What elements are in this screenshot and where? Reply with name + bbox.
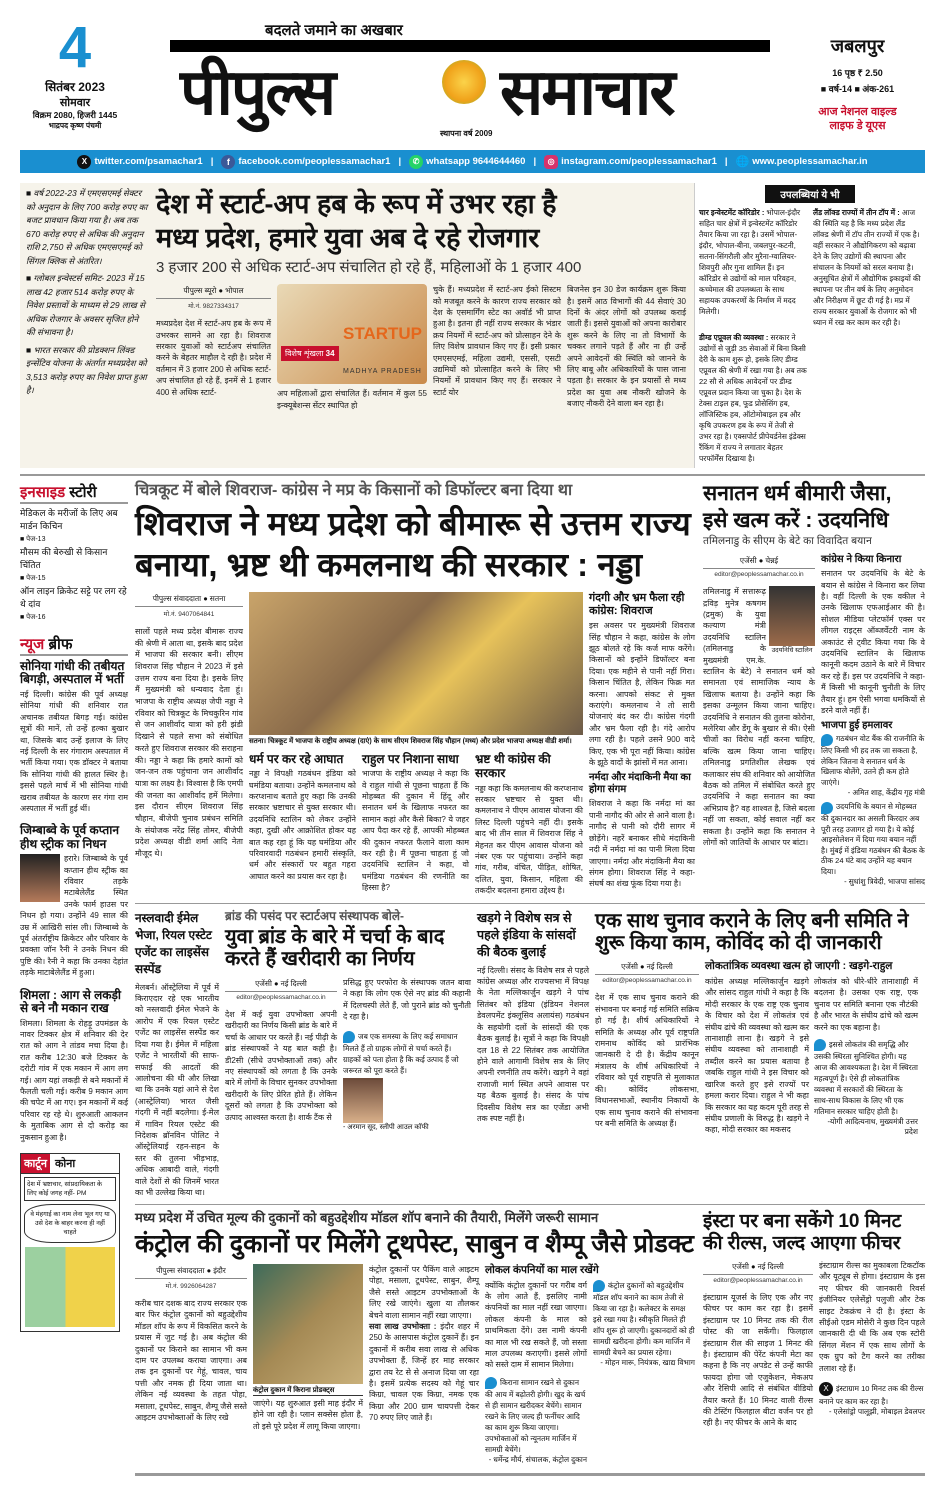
cartoon-corner: [20, 1153, 120, 1332]
brief-black: ब्रीफ: [48, 636, 73, 653]
section-title: लोकल कंपनियों का माल रखेंगे: [485, 1263, 599, 1276]
section-title: सवा लाख उपभोक्ता :: [369, 1321, 437, 1331]
section-title: नर्मदा और मंदाकिनी मैया का होगा संगम: [589, 772, 691, 796]
series-badge: [281, 346, 339, 361]
lead-body: सालों पहले मध्य प्रदेश बीमारू राज्य की श्रेणी में आता था, इसके बाद प्रदेश में भाजपा की सरकार बनी। सीएम शिवराज सिंह चौहान ने 2023 में इसे उत्तम राज्य बना दिया है। इसके लिए मैं मुख्यमंत्री को धन्यवाद देता हूं। भाजपा के राष्ट्रीय अध्यक्ष जेपी नड्डा ने रविवार को चित्रकूट के मिचकुरिन गांव से जन आशीर्वाद यात्रा को हरी झंडी दिखाने से पहले सभा को संबोधित करते हुए शिवराज सरकार की सराहना की। नड्डा ने कहा कि हमारे कामों को जन-जन तक पहुंचाना जन आशीर्वाद यात्रा का लक्ष्य है। विश्वास है कि एमपी की जनता का आशीर्वाद हमें मिलेगा। इस दौरान सीएम शिवराज सिंह चौहान, बीजेपी चुनाव प्रबंधन समिति के संयोजक नरेंद्र सिंह तोमर, बीजेपी प्रदेश अध्यक्ष वीडी शर्मा आदि नेता मौजूद थे।: [135, 626, 244, 859]
quote-icon: [343, 1031, 355, 1043]
top-bullets: [20, 183, 148, 468]
section-text: नड्डा कहा कि कमलनाथ की करप्शनाथ सरकार भ्रष्टचार से युक्त थी। कमलनाथ ने पीएम आवास योजना की लिस्ट दिल्ली पहुंचने नहीं दी। इसके बाद भी तीन साल में शिवराज सिंह ने मेहनत कर पीएम आवास योजना को नंबर एक पर पहुंचाया। उन्होंने कहा गांव, गरीब, वंचित, पीड़ित, शोषित, दलित, युवा, किसान, महिला की तकदीर बदलना हमारा उद्देश्य है।: [475, 783, 583, 896]
heath-streak-photo: [20, 854, 60, 902]
brief-body: हरारे। जिम्बाब्वे के पूर्व कप्तान हीथ स्ट्रीक का रविवार तड़के मटाबेलेलैंड स्थित उनके फार्म हाउस पर निधन हो गया। उन्होंने 49 साल की उम्र में आखिरी सांस ली। जिम्बाब्वे के पूर्व अंतर्राष्ट्रीय क्रिकेटर और परिवार के प्रवक्ता जॉन रैनी ने उनके निधन की पुष्टि की। रैनी ने कहा कि उनका देहांत तड़के माटाबेलेलैंड में हुआ।: [20, 854, 128, 978]
sanatan-headline-2: इसे खत्म करें : उदयनिधि: [703, 508, 889, 532]
section-text: इंदौर शहर में 250 के आसपास कंट्रोल दुकानें हैं। इन दुकानों में करीब सवा लाख से अधिक उपभोक्ता हैं, जिन्हें हर माह सरकार द्वारा तय रेट से से अनाज दिया जा रहा है। इसमें प्रत्येक सदस्य को गेहूं चार किग्रा, चावल एक किग्रा, नमक एक किग्रा और 200 ग्राम चायपत्ती देकर 70 रुपए लिए जाते हैं।: [369, 1321, 479, 1423]
brand-col2: प्रसिद्ध हुए परफोरा के संस्थापक जतन बावा ने कहा कि लोग एक ऐसे नए ब्रांड की कहानी में दिलचस्पी लेते हैं, जो पुराने ब्रांड को चुनौती दे रहा है।: [343, 977, 471, 1022]
phone: मो.नं. 9407064841: [163, 610, 215, 618]
achievement-text: आज की स्थिति यह है कि मध्य प्रदेश लैंड लॉक्ड श्रेणी में टॉप तीन राज्यों में एक है। वहीं सरकार ने औद्योगिकरण को बढ़ावा देने के लिए उद्योगों की स्थापना और संचालन के नियमों को सरल बनाया है। अनुसूचित क्षेत्रों में औद्योगिक इकाइयों की स्थापना पर तीन वर्ष के लिए अनुमोदन और निरीक्षण में छूट दी गई है। मप्र में राज्य सरकार युवाओं के रोजगार को भी ध्यान में रख कर काम कर रही है।: [813, 208, 921, 327]
ration-col2: जाएंगे। यह शुरुआत इसी माह इंदौर में होने जा रही है। प्लान सक्सेस होता है, तो इसे पूरे प्रदेश में लागू किया जाएगा।: [253, 1398, 363, 1431]
brief-body: नई दिल्ली। कांग्रेस की पूर्व अध्यक्ष सोनिया गांधी की शनिवार रात अचानक तबीयत बिगड़ गई। कांग्रेस सूत्रों की मानें, तो उन्हें हल्का बुखार था, जिसके बाद उन्हें इलाज के लिए नई दिल्ली के सर गंगाराम अस्पताल में भर्ती किया गया। एक डॉक्टर ने बताया कि सोनिया गांधी की हालत स्थिर है। इससे पहले मार्च में भी सोनिया गांधी खराब तबीयत के कारण सर गंगा राम अस्पताल में भर्ती हुई थीं।: [20, 689, 128, 813]
volume: ■ वर्ष-14 ■ अंक-261: [820, 84, 895, 94]
inside-item-text: मेडिकल के मरीजों के लिए अब मार्डन किचिन: [20, 508, 118, 531]
lead-photo-caption: सतना। चित्रकूट में भाजपा के राष्ट्रीय अध्यक्ष (दाएं) के साथ सीएम शिवराज सिंह चौहान (मध्य) और प्रदेश भाजपा अध्यक्ष वीडी शर्मा।: [249, 737, 572, 745]
onenation-body: देश में एक साथ चुनाव कराने की संभावना पर बनाई गई समिति सक्रिय हो गई है। शीर्ष अधिकारियों ने समिति के अध्यक्ष और पूर्व राष्ट्रपति रामनाथ कोविंद को प्रारंभिक जानकारी दे दी है। केंद्रीय कानून मंत्रालय के शीर्ष अधिकारियों ने रविवार को पूर्व राष्ट्रपति से मुलाकात की। कोविंद लोकसभा, विधानसभाओं, स्थानीय निकायों के एक साथ चुनाव कराने की संभावना पर बनी समिति के अध्यक्ष हैं।: [595, 993, 699, 1128]
section-title: राहुल पर निशाना साधा: [362, 751, 459, 766]
cartoon-label-black: कोना: [54, 1158, 76, 1171]
brand-col1: देश में कई युवा उपभोक्ता अपनी खरीदारी का निर्णय किसी ब्रांड के बारे में चर्चा के आधार पर करते हैं। नई पीढ़ी के ब्रांड संस्थापकों ने यह बात कही है। डी2सी (सीधे उपभोक्ताओं तक) और नए संस्थापकों को लगता है कि उनके बारे में लोगों के विचार सुनकर उपभोक्ता खरीदारी के लिए प्रेरित होते हैं। लेकिन दूसरों को लगता है कि उपभोक्ता को उत्पाद आश्वस्त करता है। शार्क टैंक से: [225, 1009, 337, 1122]
quote-icon: [593, 1280, 605, 1292]
quote-text: उदयनिधि के बयान से मोहब्बत की दुकानदार का असली किरदार अब पूरी तरह उजागर हो गया है। ये कोई आइसोलेशन में दिया गया बयान नहीं है। मुंबई में इंडिया गठबंधन की बैठक के ठीक 24 घंटे बाद उन्होंने यह बयान दिया।: [821, 802, 925, 876]
date-day: 4: [58, 15, 92, 80]
inside-item-page: ■ पेज-15: [20, 575, 46, 582]
globe-icon: 🌐: [735, 156, 750, 168]
twitter-label: twitter.com/psamachar1: [94, 156, 203, 167]
quote-text: जब एक समस्या के लिए कई समाधान मिलते हैं तो ग्राहक लोगों से चर्चा करते हैं। ग्राहकों को पता होता है कि कई उत्पाद हैं जो जरूरत को पूरा करते हैं।: [343, 1031, 459, 1075]
section-title: भाजपा हुई हमलावर: [821, 720, 893, 732]
news-brief-title: [20, 634, 128, 656]
quote-author: - एलेसांड्रो पालूझी, मोबाइल डेवलपर: [828, 1406, 925, 1416]
inside-item[interactable]: [20, 585, 128, 624]
masthead: [0, 0, 945, 148]
quote-text: किराना सामान रखने से दुकान की आय में बढ़ोतरी होगी। खुद के खर्च से ही सामान खरीदकर बेचेंगे। सामान रखने के लिए जल्द ही फर्नीचर आदि का काम शुरू किया जाएगा। उपभोक्ताओं को न्यूनतम मार्जिन में सामग्री बेचेंगे।: [485, 1377, 586, 1454]
city: जबलपुर: [830, 36, 885, 56]
onenation-headline: एक साथ चुनाव कराने के लिए बनी समिति ने शुरू किया काम, कोविंद को दी जानकारी: [595, 909, 909, 955]
logo-text-left: पीपुल्स: [180, 56, 335, 128]
photo-caption: कंट्रोल दुकान में किराना प्रोडक्ट्स: [253, 1386, 363, 1396]
x-icon: X: [77, 155, 91, 169]
photo-caption: उदयनिधि स्टालिन: [771, 647, 813, 655]
quote-author: - धर्मेन्द्र मौर्य, संचालक, कंट्रोल दुकान: [488, 1454, 587, 1464]
x-icon: X: [819, 1382, 833, 1396]
section-title: भ्रष्ट थी कांग्रेस की सरकार: [475, 751, 551, 781]
startup-graphic: [277, 284, 427, 384]
inside-red: इनसाइड: [20, 484, 66, 501]
byline: एजेंसी ● चेन्नई: [703, 554, 815, 569]
quote-author: - अमित शाह, केंद्रीय गृह मंत्री: [847, 788, 925, 798]
email: editor@peoplessamachar.co.in: [602, 977, 692, 985]
top-col3: चुके हैं। मध्यप्रदेश में स्टार्ट-अप ईको सिस्टम को मजबूत करने के कारण राज्य सरकार को देश के एसमार्गिंग स्टेट का अवॉर्ड भी प्राप्त हुआ है। इतना ही नहीं राज्य सरकार के भंडार क्रय नियमों में स्टार्ट-अप को प्रोत्साहन देने के लिए विशेष प्रावधान किए गए हैं। इसी प्रकार एमएसएमई, महिला उद्यमी, एससी, एसटी उद्यमियों को प्रोत्साहित करने के लिए भी नियमों में प्रावधान किए गए हैं। सरकार ने स्टार्ट योर: [433, 285, 561, 397]
logo-text-right: समाचार: [500, 56, 674, 128]
kharge-body: नई दिल्ली। संसद के विशेष सत्र से पहले कांग्रेस अध्यक्ष और राज्यसभा में विपक्ष के नेता मल्लिकार्जुन खड़गे ने पांच सितंबर को इंडिया (इंडियन नेशनल डेवलपमेंट इंक्लूसिव अलायंस) गठबंधन के सहयोगी दलों के सांसदों की एक बैठक बुलाई है। सूत्रों ने कहा कि विपक्षी दल 18 से 22 सितंबर तक आयोजित होने वाले आगामी विशेष सत्र के लिए अपनी रणनीति तय करेंगे। खड़गे ने वहां राजाजी मार्ग स्थित अपने आवास पर यह बैठक बुलाई है। संसद के पांच दिवसीय विशेष सत्र का एजेंडा अभी तक स्पष्ट नहीं है।: [477, 965, 589, 1123]
special-day: [790, 105, 925, 133]
quote-text: इंस्टाग्राम 10 मिनट तक की रील्स बनाने पर काम कर रहा है।: [819, 1383, 924, 1406]
lead-overline: चित्रकूट में बोले शिवराज- कांग्रेस ने मप्र के किसानों को डिफॉल्टर बना दिया था: [135, 482, 573, 499]
inside-item-text: ऑन लाइन क्रिकेट सट्टे पर लग रहे थे दांव: [20, 586, 127, 609]
cartoon-illustration: [25, 1247, 115, 1327]
top-col4: बिजनेस इन 30 डेज कार्यक्रम शुरू किया है। इसमें आठ विभागों की 44 सेवाएं 30 दिनों के अंदर लोगों को उपलब्ध कराई जाती हैं। इससे युवाओं को अपना कारोबार शुरू करने के लिए ना तो विभागों के चक्कर लगाने पड़ते हैं और ना ही उन्हें अपने आवेदनों की स्थिति को जानने के लिए बाबू और अधिकारियों के पास जाना पड़ता है। सरकार के इन प्रयासों से मध्य प्रदेश का युवा अब नौकरी खोजने के बजाए नौकरी देने वाला बन रहा है।: [567, 285, 686, 409]
email: editor@peoplessamachar.co.in: [713, 1276, 803, 1284]
lead-headline-2: बनाया, भ्रष्ट थी कमलनाथ की सरकार : नड्डा: [135, 545, 643, 583]
racist-body: मेलबर्न। ऑस्ट्रेलिया में पूर्व में किराएदार रहे एक भारतीय को नस्लवादी ईमेल भेजने के आरोप में एक रियल एस्टेट एजेंट का लाइसेंस सस्पेंड कर दिया गया है। ईमेल में महिला एजेंट ने भारतीयों की साफ-सफाई की आदतों की आलोचना की थी और लिखा था कि उनके यहां आने से देश (आस्ट्रेलिया) भारत जैसी गंदगी में नहीं बदलेगा। ई-मेल में गाविन रियल एस्टेट की निदेशक ब्रॉनविन पोलिट ने ऑस्ट्रेलियाई रहन-सहन के स्तर की तुलना भीड़भाड़, अधिक आबादी वाले, गंदगी वाले देशों से की जिनमें भारत का भी उल्लेख किया था।: [135, 982, 219, 1197]
quote-author: - सुधांशु त्रिवेदी, भाजपा सांसद: [844, 877, 925, 887]
top-headline-1: देश में स्टार्ट-अप हब के रूप में उभर रहा है: [156, 189, 557, 219]
section-title: लोकतांत्रिक व्यवस्था खत्म हो जाएगी : खड़गे-राहुल: [705, 960, 893, 973]
instagram-icon: ◎: [544, 155, 558, 169]
sanatan-headline-1: सनातन धर्म बीमारी जैसा,: [703, 482, 892, 505]
kharge-headline: खड़गे ने विशेष सत्र से पहले इंडिया के सांसदों की बैठक बुलाई: [477, 910, 576, 959]
sanatan-body: तमिलनाडु में सत्तारूढ़ द्रविड़ मुनेत्र कषगम (द्रमुक) के युवा कल्याण मंत्री उदयनिधि स्टालिन (तमिलनाडु के मुख्यमंत्री एम.के. स्टालिन के बेटे) ने सनातन धर्म को समानता एवं सामाजिक न्याय के खिलाफ बताया है। उन्होंने कहा कि इसका उन्मूलन किया जाना चाहिए। उदयनिधि ने सनातन की तुलना कोरोना, मलेरिया और डेंगू के बुखार से की। ऐसी चीजों का विरोध नहीं करना चाहिए, बल्कि खत्म किया जाना चाहिए। तमिलनाडु प्रगतिशील लेखक एवं कलाकार संघ की शनिवार को आयोजित बैठक को तमिल में संबोधित करते हुए उदयनिधि ने कहा सनातन का क्या अभिप्राय है? वह शाश्वत है, जिसे बदला नहीं जा सकता, कोई सवाल नहीं कर सकता है। उन्होंने कहा कि सनातन ने लोगों को जातियों के आधार पर बांटा।: [703, 587, 816, 848]
section-text: कांग्रेस अध्यक्ष मल्लिकार्जुन खड़गे और सांसद राहुल गांधी ने कहा है कि मोदी सरकार के एक राष्ट्र एक चुनाव के विचार को देश में लोकतंत्र एवं संघीय ढांचे की व्यवस्था को खत्म कर तानाशाही लाना है। खड़गे ने इसे संघीय व्यवस्था को तानाशाही में तब्दील करने का प्रयास बताया है जबकि राहुल गांधी ने इस विचार को खारिज करते हुए इसे राज्यों पर हमला करार दिया। राहुल ने भी कहा कि सरकार का यह कदम पूरी तरह से संघीय प्रणाली के विरुद्ध है। खड़गे ने कहा, मोदी सरकार का मकसद: [705, 977, 809, 1135]
cartoon-caption: देश में भ्रष्टाचार, सांप्रदायिकता के लिए कोई जगह नहीं- PM: [24, 1177, 116, 1201]
startup-subtitle: MADHYA PRADESH: [343, 368, 422, 376]
quote-text: गठबंधन वोट बैंक की राजनीति के लिए किसी भी हद तक जा सकता है, लेकिन जितना वे सनातन धर्म के खिलाफ बोलेंगे, उतने ही कम होते जाएंगे।: [821, 734, 925, 787]
lead-headline-1: शिवराज ने मध्य प्रदेश को बीमारू से उत्तम राज्य: [135, 504, 691, 542]
logo-emblem-icon: [442, 60, 486, 104]
facebook-label: facebook.com/peoplessamachar1: [238, 156, 391, 167]
cartoon-speech-bubble: वे मंहगाई का नाम लेना भूल गए या उसे देश के बाहर करना ही नहीं चाहते: [24, 1204, 116, 1243]
whatsapp-label: whatsapp 9644644460: [426, 156, 526, 167]
byline: एजेंसी ● नई दिल्ली: [703, 1260, 813, 1275]
pages-price: 16 पृष्ठ ₹ 2.50: [832, 68, 883, 78]
facebook-link[interactable]: [221, 155, 390, 169]
inside-item-text: मौसम की बेरुखी से किसान चिंतित: [20, 547, 108, 570]
facebook-icon: f: [221, 155, 235, 169]
achievement-title: डीम्ड एप्रूवल की व्यवस्था :: [699, 333, 769, 342]
section-text: शिवराज ने कहा कि नर्मदा मां का पानी नागौद की ओर से आने वाला है। नागौद से पानी को दौरी सागर में छोड़ेंगे। नहरें बनाकर सीधे मंदाकिनी नदी में नर्मदा मां का पानी मिला दिया जाएगा। नर्मदा और मंदाकिनी मैया का संगम होगा। शिवराज सिंह ने कहा- संघर्ष का शंख फूंक दिया गया है।: [589, 799, 695, 889]
weekday: सोमवार: [59, 97, 91, 109]
brand-overline: ब्रांड की पसंद पर स्टार्टअप संस्थापक बोले-: [225, 908, 405, 923]
quote-author: -योगी आदित्यनाथ, मुख्यमंत्री उत्तर प्रदेश: [827, 1117, 918, 1137]
quote-icon: [821, 802, 833, 814]
inside-item-page: ■ पेज-16: [20, 614, 46, 621]
inside-black: स्टोरी: [69, 484, 97, 501]
inside-item-page: ■ पेज-13: [20, 536, 46, 543]
bullet: ■ ग्लोबल इन्वेस्टर्स समिट- 2023 में 15 लाख 42 हजार 514 करोड़ रुपए के निवेश प्रस्तावों के माध्यम से 29 लाख से अधिक रोजगार के अवसर सृजित होने की संभावना है।: [26, 273, 145, 337]
whatsapp-icon: ✆: [409, 155, 423, 169]
top-subhead: 3 हजार 200 से अधिक स्टार्ट-अप संचालित हो रहे हैं, महिलाओं के 1 हजार 400: [156, 259, 582, 277]
byline: पीपुल्स ब्यूरो ● भोपाल: [156, 284, 271, 299]
byline: पीपुल्स संवाददाता ● इंदौर: [135, 1264, 247, 1279]
arman-photo: [343, 1078, 383, 1123]
brief-headline: जिम्बाब्वे के पूर्व कप्तान हीथ स्ट्रीक का निधन: [20, 823, 119, 851]
ration-overline: मध्य प्रदेश में उचित मूल्य की दुकानों को बहुउद्देशीय मॉडल शॉप बनाने की तैयारी, मिलेंगे जरूरी सामान: [135, 1210, 599, 1226]
established: स्थापना वर्ष 2009: [440, 129, 493, 138]
udhayanidhi-photo: [769, 586, 815, 646]
bullet: ■ भारत सरकार की प्रोडक्शन लिंक्ड इन्सेंटिव योजना के अंतर्गत मध्यप्रदेश को 3,513 करोड़ रुपए का निवेश प्राप्त हुआ है।: [26, 344, 147, 395]
series-label: विशेष शृंखला: [285, 349, 324, 359]
achievements-title: उपलब्धियां ये भी: [765, 185, 855, 203]
quote-text: कंट्रोल दुकानों को बहुउद्देशीय मॉडल शॉप बनाने का काम तेजी से किया जा रहा है। कलेक्टर के समक्ष इसे रखा गया है। स्वीकृति मिलते ही शॉप शुरू हो जाएगी। दुकानदारों को ही सामग्री खरीदना होगी। कम मार्जिन में सामग्री बेचने का प्रयास रहेगा।: [593, 1280, 695, 1357]
section-title: गंदगी और भ्रम फैला रही कांग्रेस: शिवराज: [589, 591, 685, 617]
series-number: 34: [325, 349, 335, 359]
startup-title: STARTUP: [343, 324, 423, 344]
brief-body: शिमला। शिमला के रोहड़ू उपमंडल के नावर टिक्कर क्षेत्र में शनिवार की देर रात को आग ने तांडव मचा दिया है। रात करीब 12:30 बजे टिक्कर के दरोटी गांव में एक मकान में आग लग गई। आग यहां लकड़ी से बने मकानों में फैलती चली गई। करीब 9 मकान आग की चपेट में आ गए। इन मकानों में कई परिवार रह रहे थे। शुरुआती आकलन के मुताबिक आग से दो करोड़ का नुकसान हुआ है।: [20, 1018, 128, 1142]
ration-col3: कंट्रोल दुकानों पर पैकिंग वाले आइटम पोहा, मसाला, टूथपेस्ट, साबुन, शैम्पू जैसे सस्ते आइटम उपभोक्ताओं के लिए रखे जाएंगे। खुला या तौलकर बेचने वाला सामान नहीं रखा जाएगा।: [369, 1264, 479, 1320]
quote-author: - मोहन मारू, नियंत्रक, खाद्य विभाग: [600, 1357, 695, 1367]
insta-col1: इंस्टाग्राम यूजर्स के लिए एक और नए फीचर पर काम कर रहा है। इसमें इंस्टाग्राम पर 10 मिनट तक की रील पोस्ट की जा सकेंगी। फिलहाल इंस्टाग्राम रील की साइज 1 मिनट की है। इंस्टाग्राम की पेरेंट कंपनी मेटा का कहना है कि नए अपडेट से उन्हें काफी फायदा होगा जो एजुकेशन, मेकअप और रेसिपी आदि से संबंधित वीडियो तैयार करते हैं। 10 मिनट वाली रील्स की टेस्टिंग फिलहाल बीटा वर्जन पर हो रही है। नए फीचर के आने के बाद: [703, 1292, 813, 1428]
brief-headline: शिमला : आग से लकड़ी से बने नौ मकान राख: [20, 987, 122, 1016]
section-text: क्योंकि कंट्रोल दुकानों पर गरीब वर्ग के लोग आते हैं, इसलिए नामी कंपनियों का माल नहीं रखा जाएगा। लोकल कंपनी के माल को प्राथमिकता देंगे। उस नामी कंपनी का माल भी रख सकते हैं, जो सस्ता माल उपलब्ध कराएगी। इससे लोगों को सस्ते दाम में सामान मिलेगा।: [485, 1280, 587, 1370]
instagram-label: instagram.com/peoplessamachar1: [561, 156, 717, 167]
quote-author: - अरमान सूद, स्लीपी आउल कॉफी: [343, 1123, 429, 1131]
quote-icon: [821, 734, 833, 746]
achievement-text: भोपाल-इंदौर सहित चार क्षेत्रों में इन्वेस्टमेंट कॉरिडोर तैयार किया जा रहा है। उसमें भोपाल-इंदौर, भोपाल-बीना, जबलपुर-कटनी, सतना-सिंगरौली और मुरैना-ग्वालियर- शिवपुरी और गुना शामिल हैं। इन कॉरिडोर से उद्योगों को माल परिवहन, कच्चेमाल की उपलब्धता के साथ सहायक उपकरणों के निर्माण में मदद मिलेगी।: [699, 208, 801, 316]
racist-headline: नस्लवादी ईमेल भेजा, रियल एस्टेट एजेंट का लाइसेंस सस्पेंड: [135, 910, 212, 976]
section-text: नड्डा ने विपक्षी गठबंधन इंडिया को घमंडिया बताया। उन्होंने कमलनाथ को करप्शनाथ बताते हुए कहा कि उनकी सरकार भ्रष्टाचार से युक्त सरकार थी। उदयनिधि स्टालिन को लेकर उन्होंने कहा, दुखी और आक्रोशित होकर यह बात कह रहा हूं कि यह घमंडिया और परिवारवादी गठबंधन हमारी संस्कृति, धर्म और संस्कारों पर बहुत गहरा आघात करने का प्रयास कर रहा है।: [249, 769, 356, 881]
section-text: लोकतंत्र को धीरे-धीरे तानाशाही में बदलना है। उसका एक राष्ट्र, एक चुनाव पर समिति बनाना एक नौटंकी है और भारत के संघीय ढांचे को खत्म करने का एक बहाना है।: [814, 977, 918, 1032]
email: editor@peoplessamachar.co.in: [714, 571, 804, 579]
bullet: ■ वर्ष 2022-23 में एमएसएमई सेक्टर को अनुदान के लिए 700 करोड़ रुपए का बजट प्रावधान किया गया है। अब तक 670 करोड़ रुपए से अधिक की अनुदान राशि 2,750 से अधिक एमएसएमई को सिंगल क्लिक से अंतरित।: [26, 188, 148, 266]
quote-icon: [485, 1377, 497, 1389]
calendar: विक्रम 2080, हिजरी 1445: [32, 110, 118, 120]
byline: एजेंसी ● नई दिल्ली: [595, 960, 699, 975]
left-column: [20, 482, 128, 1332]
section-title: कांग्रेस ने किया किनारा: [821, 554, 902, 566]
instagram-link[interactable]: [544, 155, 717, 169]
byline: एजेंसी ● नई दिल्ली: [225, 977, 337, 992]
achievement-text: सरकार ने उद्योगों से जुड़ी 35 सेवाओं में बिना किसी देरी के काम शुरू हो, इसके लिए डीम्ड एप्रूवल की श्रेणी में रखा गया है। अब तक 22 सौ से अधिक आवेदनों पर डीम्ड एप्रूवल प्रदान किया जा चुका है। देश के टेक्स टाइल हब, फूड प्रोसेसिंग हब, लॉजिस्टिक हब, ऑटोमोबाइल हब और कृषि उपकरण हब के रूप में तेजी से उभर रहा है। एक्सपोर्ट प्रीपेयर्डनेस इंडेक्स रैंकिंग में राज्य ने लगातार बेहतर परफॉर्मेंस दिखाया है।: [699, 333, 807, 463]
ration-headline: कंट्रोल की दुकानों पर मिलेंगे टूथपेस्ट, साबुन व शैम्पू जैसे प्रोडक्ट: [135, 1229, 694, 1258]
social-bar: X twitter.com/psamachar1 | f facebook.com/peoplessamachar1 | ✆ whatsapp 9644644460 | ◎ instagram.com/peoplessamachar1 | 🌐 www.peoplessamachar.in: [20, 150, 925, 173]
inside-item[interactable]: [20, 507, 128, 546]
inside-story-title: [20, 482, 128, 504]
top-headline-2: मध्य प्रदेश, हमारे युवा अब दे रहे रोजगार: [156, 223, 540, 254]
phone: मो.नं. 9926064287: [165, 1282, 217, 1290]
tithi: भाद्रपद कृष्ण पंचमी: [48, 121, 102, 130]
insta-headline: इंस्टा पर बना सकेंगे 10 मिनट की रील्स, जल्द आएगा फीचर: [703, 1211, 902, 1254]
section-text: इस अवसर पर मुख्यमंत्री शिवराज सिंह चौहान ने कहा, कांग्रेस के लोग झूठ बोलते रहे कि कर्ज माफ करेंगे। किसानों को इन्होंने डिफॉल्टर बना दिया। एक महीने से पानी नहीं गिरा। किसान चिंतित है, लेकिन फिक्र मत करना। आपको संकट से मुक्त कराएंगे। कमलनाथ ने तो सारी योजनाएं बंद कर दी। कांग्रेस गंदगी और भ्रम फैला रही है। गंदे आरोप लगा रही है। पहले उसने 900 वादे किए, एक भी पूरा नहीं किया। कांग्रेस के झूठे वादों के झांसों में मत आना।: [589, 621, 695, 768]
month-year: सितंबर 2023: [45, 80, 105, 94]
brand-headline: युवा ब्रांड के बारे में चर्चा के बाद करते हैं खरीदारी का निर्णय: [225, 926, 445, 971]
sanatan-subhead: तमिलनाडु के सीएम के बेटे का विवादित बयान: [703, 535, 872, 548]
top-col1: मध्यप्रदेश देश में स्टार्ट-अप हब के रूप में उभरकर सामने आ रहा है। शिवराज सरकार युवाओं को स्टार्टअप संचालित करने के बेहतर माहौल दे रही है। प्रदेश में वर्तमान में 3 हजार 200 से अधिक स्टार्ट-अप संचालित हो रहे हैं, इनमें से 1 हजार 400 से अधिक स्टार्ट-: [156, 319, 271, 397]
twitter-link[interactable]: [77, 155, 202, 169]
brief-headline: सोनिया गांधी की तबीयत बिगड़ी, अस्पताल में भर्ती: [20, 659, 125, 687]
insta-col2: इंस्टाग्राम रील्स का मुकाबला टिकटॉक और यूट्यूब से होगा। इंस्टाग्राम के इस नए फीचर की जानकारी रिवर्स इंजीनियर एलेसेंड्रो पलुजी और टेक साइट टेकक्रंच ने दी है। इंस्टा के सीईओ एडम मोसेरी ने कुछ दिन पहले जानकारी दी थी कि अब एक स्टोरी सिंगल मेंशन में एक साथ लोगों के एक ग्रुप को टैग करने का तरीका तलाश रहे हैं।: [819, 1260, 925, 1373]
website-label: www.peoplessamachar.in: [752, 156, 868, 167]
whatsapp-link[interactable]: [409, 155, 525, 169]
achievements-box: [694, 183, 925, 468]
phone: मो.नं. 9827334317: [188, 303, 239, 311]
byline: पीपुल्स संवाददाता ● सतना: [135, 592, 243, 607]
section-text: सनातन पर उदयनिधि के बेटे के बयान से कांग्रेस ने किनारा कर लिया है। वहीं दिल्ली के एक वकील ने उनके खिलाफ एफआईआर की है। सोशल मीडिया प्लेटफॉर्म एक्स पर लीगल राइट्स ऑब्जर्वेटरी नाम के अकाउंट से ट्वीट किया गया कि वे उदयनिधि स्टालिन के खिलाफ कानूनी कदम उठाने के बारे में विचार कर रहे हैं। इस पर उदयनिधि ने कहा- मैं किसी भी कानूनी चुनौती के लिए तैयार हूं। हम ऐसी भगवा धमकियों से डरने वाले नहीं हैं।: [821, 569, 925, 716]
top-col2: अप महिलाओं द्वारा संचालित हैं। वर्तमान में कुल 55 इन्क्यूबेशन्स सेंटर स्थापित हो: [277, 389, 427, 410]
achievement-title: लैंड लॉक्ड राज्यों में तीन टॉप में :: [813, 208, 900, 217]
quote-text: इससे लोकतंत्र की समृद्धि और उसकी स्थिरता सुनिश्चित होगी। यह आज की आवश्यकता है। देश में स्थिरता महत्वपूर्ण है। ऐसे ही लोकतांत्रिक व्यवस्था में सरकारों की स्थिरता के साथ-साथ विकास के लिए भी एक गतिमान सरकार चाहिए होती है।: [814, 1040, 918, 1117]
inside-item[interactable]: [20, 546, 128, 585]
section-title: धर्म पर कर रहे आघात: [249, 751, 344, 766]
ration-col1: करीब चार दशक बाद राज्य सरकार एक बार फिर कंट्रोल दुकानों को बहुउद्देशीय मॉडल शॉप के रूप में विकसित करने के प्रयास में जुट गई है। अब कंट्रोल की दुकानों पर किराने का सामान भी कम दाम पर उपलब्ध कराया जाएगा। अब तक इन दुकानों पर गेहूं, चावल, चाय पत्ती और नमक ही दिया जाता था। लेकिन नई व्यवस्था के तहत पोहा, मसाला, टूथपेस्ट, साबुन, शैम्पू जैसे सस्ते आइटम उपभोक्ताओं के लिए रखे: [135, 1298, 247, 1422]
achievement-title: चार इन्वेस्टमेंट कॉरिडोर :: [699, 208, 765, 217]
lead-photo: [249, 592, 583, 735]
email: editor@peoplessamachar.co.in: [236, 993, 326, 1001]
ration-shop-photo: [253, 1264, 363, 1384]
special-day-line2: लाइफ डे यूएस: [829, 120, 886, 132]
quote-icon: [814, 1039, 826, 1051]
cartoon-label-red: कार्टून: [21, 1154, 50, 1173]
brief-red: न्यूज: [20, 636, 45, 653]
website-link[interactable]: [736, 155, 868, 168]
top-story: [20, 183, 925, 468]
special-day-line1: आज नेशनल वाइल्ड: [818, 106, 897, 118]
section-text: भाजपा के राष्ट्रीय अध्यक्ष ने कहा कि वे राहुल गांधी से पूछना चाहता हैं कि मोहब्बत की दुकान में हिंदू और सनातन धर्म के खिलाफ नफरत का सामान कहां और कैसे बिका? ये जहर आप पैदा कर रहे हैं, आपकी मोहब्बत की दुकान नफरत फैलाने वाला काम कर रही है। मैं पूछना चाहता हूं जो उदयनिधि स्टालिन ने कहा, वो घमंडिया गठबंधन की रणनीति का हिस्सा है?: [362, 769, 469, 893]
tagline: बदलते जमाने का अखबार: [265, 22, 403, 39]
